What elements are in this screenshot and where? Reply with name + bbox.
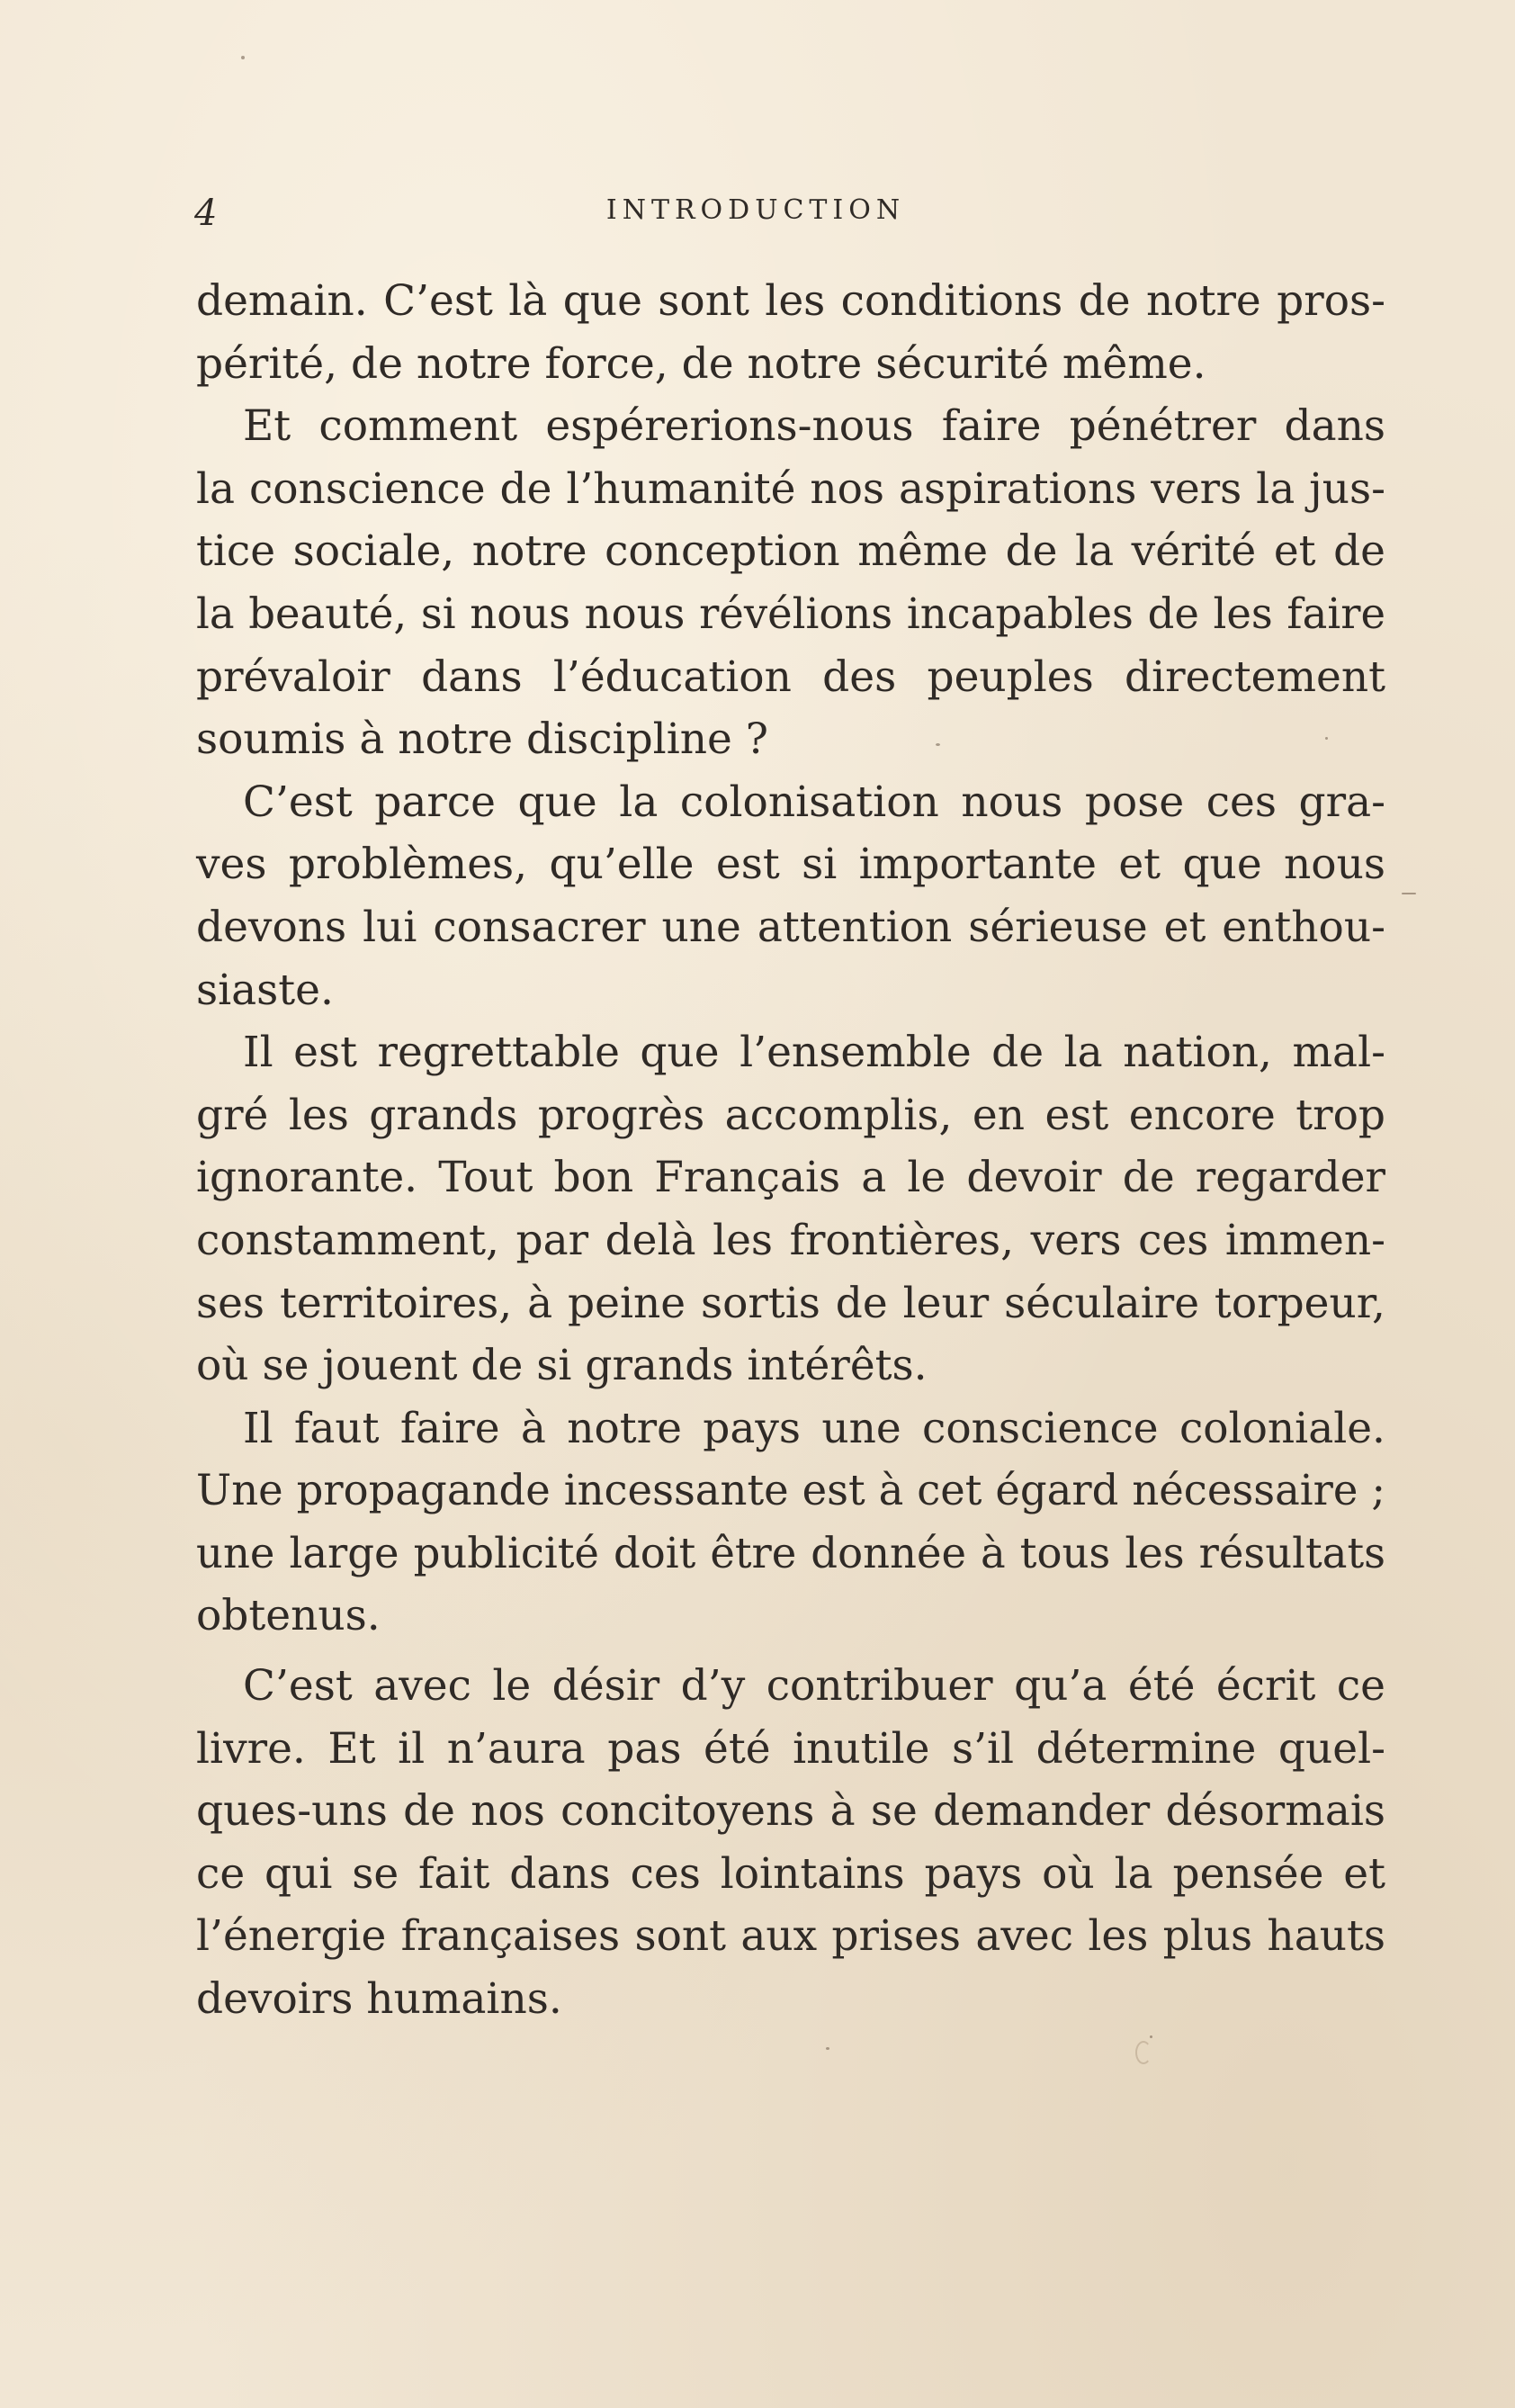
text-line: Une propagande incessante est à cet égard nécessaire ; [196, 1466, 1385, 1515]
page-number: 4 [194, 193, 219, 234]
text-line: gré les grands progrès accomplis, en est encore trop [196, 1090, 1385, 1140]
text-line: demain. C’est là que sont les conditions de notre pros- [196, 276, 1385, 326]
paper-speck [1402, 893, 1416, 894]
text-line: la conscience de l’humanité nos aspirations vers la jus- [196, 463, 1385, 514]
text-line: prévaloir dans l’éducation des peuples directement [196, 651, 1385, 702]
running-head: INTRODUCTION [605, 194, 906, 226]
text-line: périté, de notre force, de notre sécurité même. [196, 338, 1206, 389]
text-line: ques-uns de nos concitoyens à se demander désormais [196, 1786, 1385, 1837]
text-line: devoirs humains. [196, 1974, 562, 2025]
text-line: tice sociale, notre conception même de la vérité et de [196, 526, 1385, 577]
paper-speck [826, 2047, 829, 2050]
text-line: siaste. [196, 965, 334, 1015]
paper-speck [1150, 2035, 1152, 2038]
text-line: obtenus. [196, 1591, 381, 1641]
paper-speck [936, 743, 940, 746]
paragraph-start-line: Il est regrettable que l’ensemble de la nation, mal- [243, 1028, 1385, 1078]
paragraph-start-line: C’est parce que la colonisation nous pose ces gra- [243, 777, 1385, 827]
paper-speck [1135, 2041, 1152, 2064]
text-line: la beauté, si nous nous révélions incapables de les faire [196, 589, 1385, 638]
text-line: ves problèmes, qu’elle est si importante et que nous [196, 840, 1385, 890]
body-text [196, 270, 1385, 2031]
paper-speck [1325, 737, 1328, 740]
text-line: l’énergie françaises sont aux prises avec les plus hauts [196, 1911, 1385, 1962]
paragraph-start-line: Et comment espérerions-nous faire pénétrer dans [243, 401, 1385, 452]
text-line: ce qui se fait dans ces lointains pays où la pensée et [196, 1848, 1385, 1899]
text-line: où se jouent de si grands intérêts. [196, 1341, 928, 1391]
paragraph-start-line: C’est avec le désir d’y contribuer qu’a été écrit ce [243, 1661, 1385, 1712]
text-line: soumis à notre discipline ? [196, 714, 768, 765]
paper-speck [241, 56, 245, 59]
text-line: ses territoires, à peine sortis de leur séculaire torpeur, [196, 1278, 1385, 1328]
text-line: devons lui consacrer une attention sérieuse et enthou- [196, 902, 1385, 952]
text-line: constamment, par delà les frontières, vers ces immen- [196, 1215, 1385, 1265]
paragraph-start-line: Il faut faire à notre pays une conscience coloniale. [243, 1403, 1385, 1453]
text-line: une large publicité doit être donnée à tous les résultats [196, 1528, 1385, 1577]
text-line: livre. Et il n’aura pas été inutile s’il détermine quel- [196, 1723, 1385, 1774]
text-line: ignorante. Tout bon Français a le devoir de regarder [196, 1153, 1385, 1203]
